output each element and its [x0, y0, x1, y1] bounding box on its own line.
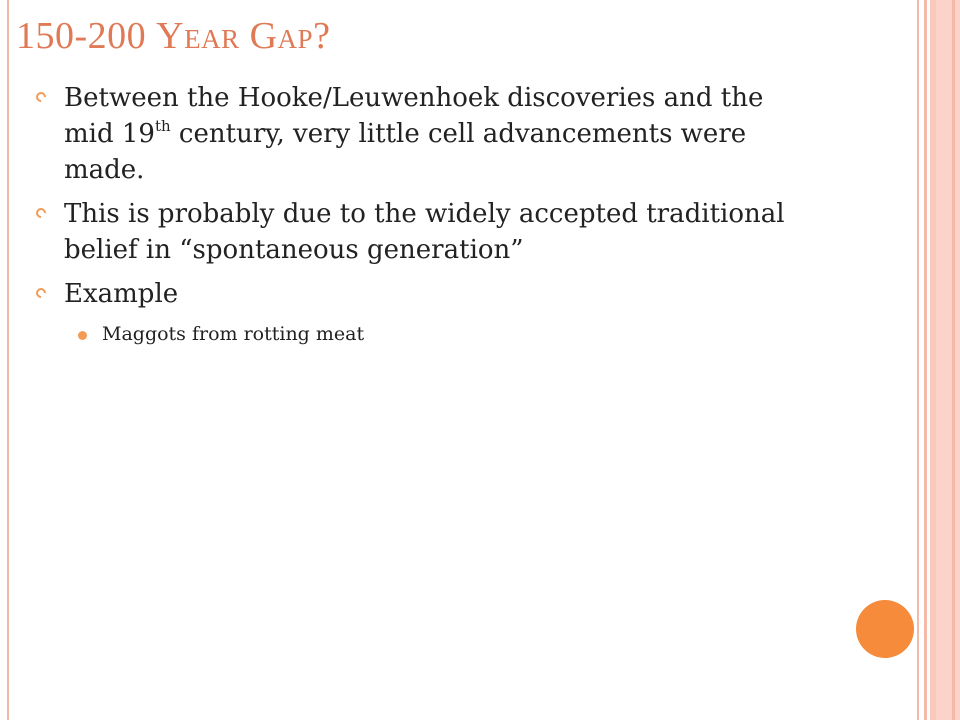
bullet-item [36, 80, 896, 188]
title-prefix: 150-200 [16, 15, 157, 57]
slide-body [36, 80, 896, 348]
bullet-dot-icon [78, 331, 87, 340]
bullet-text: made. [64, 155, 145, 185]
title-suffix: ? [313, 15, 331, 57]
bullet-ring-icon [34, 286, 48, 300]
superscript: th [154, 117, 171, 135]
right-stripe [924, 0, 927, 720]
bullet-ring-icon [34, 90, 48, 104]
bullet-text: belief in “spontaneous generation” [64, 235, 524, 265]
slide-title [16, 14, 906, 58]
left-border-rule [7, 0, 9, 720]
right-stripe [917, 0, 919, 720]
bullet-text: This is probably due to the widely accepted traditional [64, 199, 785, 229]
sub-bullet-item [36, 320, 896, 348]
title-word-gap: Gap [249, 15, 314, 57]
bullet-item [36, 196, 896, 268]
bullet-ring-icon [34, 206, 48, 220]
bullet-text: century, very little cell advancements were [170, 119, 747, 149]
bullet-text: Example [64, 279, 179, 309]
bullet-item [36, 276, 896, 312]
bullet-text: Between the Hooke/Leuwenhoek discoveries and the [64, 83, 764, 113]
bullet-text: mid 19 [64, 119, 155, 149]
right-stripe [952, 0, 955, 720]
right-stripe [936, 0, 960, 720]
title-word-year: Year [156, 15, 240, 57]
orange-circle-decoration [856, 600, 914, 658]
sub-bullet-text: Maggots from rotting meat [102, 323, 365, 345]
